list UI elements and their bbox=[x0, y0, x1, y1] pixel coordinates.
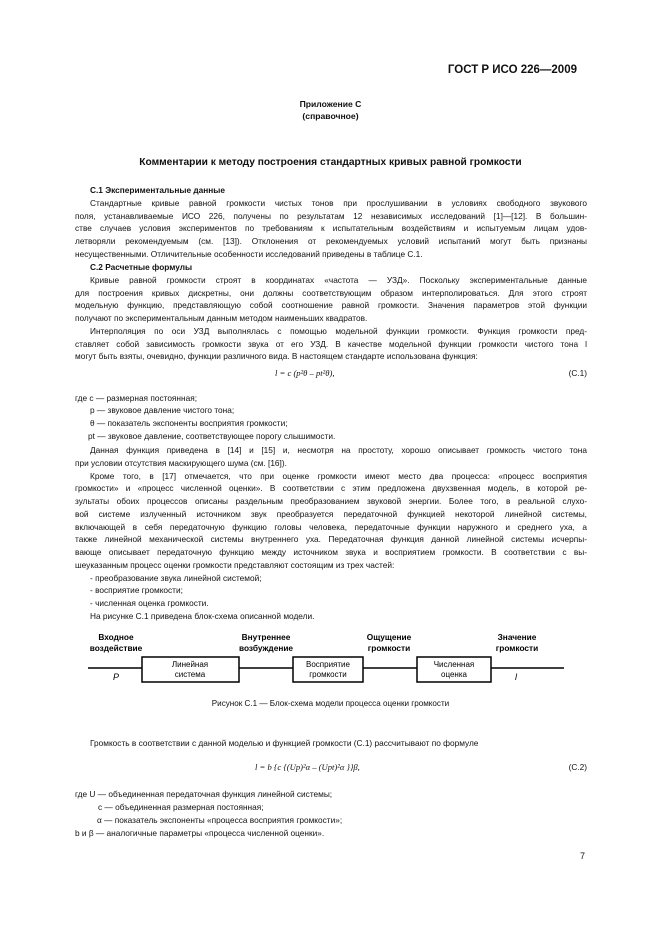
paragraph-5: Громкость в соответствии с данной моделью и функцией громкости (С.1) рассчитывают по формуле bbox=[90, 738, 479, 748]
section2-p4-line: вающе описывает передаточную функцию между источником звука и восприятием громкости. В соответствии с вы- bbox=[75, 547, 587, 557]
definition: b и β — аналогичные параметры «процесса численной оценки». bbox=[75, 828, 325, 838]
formula-c2-number: (C.2) bbox=[568, 762, 587, 772]
diagram-label-value: Значение bbox=[497, 632, 537, 642]
section2-heading: С.2 Расчетные формулы bbox=[90, 262, 193, 272]
section2-p2-line: ставляет собой зависимость громкости звука от его УЗД. В качестве модельной функции громкости чистого тона l bbox=[75, 338, 587, 349]
section1-line: Стандартные кривые равной громкости чистых тонов при прослушивании в условиях свободного звукового bbox=[90, 197, 587, 208]
diagram-label-internal: возбуждение bbox=[238, 643, 294, 653]
list-item: - преобразование звука линейной системой; bbox=[90, 572, 262, 583]
figure-reference: На рисунке С.1 приведена блок-схема описанной модели. bbox=[90, 610, 315, 621]
section2-p3-line: при условии отсутствия маскирующего шума (см. [16]). bbox=[75, 457, 287, 468]
section1-line: несущественными. Отличительные особенности исследований приведены в таблице С.1. bbox=[75, 248, 423, 259]
section2-p4-line: зультаты обоих процессов описаны раздельным преобразованием звуковой энергии. Более того, в реальной слухо- bbox=[75, 496, 587, 506]
list-item: - восприятие громкости; bbox=[90, 585, 183, 596]
section2-p2-line: могут быть взяты, очевидно, функции различного вида. В настоящем стандарте использована функция: bbox=[75, 351, 478, 362]
section2-p1-line: модельную функцию, представляющую собой соотношение равной громкости. Значения параметров этой функции bbox=[75, 300, 587, 311]
box-label: оценка bbox=[441, 670, 467, 679]
section2-p2-line: Интерполяция по оси УЗД выполнялась с помощью модельной функции громкости. Функция громкости пред- bbox=[90, 325, 587, 336]
section2-p4-line: вой системе излученный источником звук преобразуется передаточной функцией некоторой линейной системы, bbox=[75, 508, 587, 519]
formula-c1-number: (C.1) bbox=[568, 368, 587, 378]
box-label: Линейная bbox=[171, 660, 209, 669]
formula-c2: l = b {c {(Up)²α – (Upt)²α }}β, bbox=[255, 762, 360, 772]
page-number: 7 bbox=[579, 851, 585, 861]
box-label: Восприятие bbox=[306, 660, 350, 669]
diagram-label-input: воздействие bbox=[89, 643, 143, 653]
section2-p4-line: также линейной механической системы внутреннего уха. Передаточная функция данной линейной системы исчерпы- bbox=[75, 534, 587, 545]
section1-heading: С.1 Экспериментальные данные bbox=[90, 185, 226, 195]
definition: где U — объединенная передаточная функция линейной системы; bbox=[75, 789, 333, 799]
definition: pt — звуковое давление, соответствующее порогу слышимости. bbox=[88, 431, 336, 441]
definition: α — показатель экспоненты «процесса восприятия громкости»; bbox=[97, 815, 343, 825]
definition: p — звуковое давление чистого тона; bbox=[90, 405, 235, 415]
diagram-label-sensation: громкости bbox=[367, 643, 411, 653]
figure-caption: Рисунок С.1 — Блок-схема модели процесса оценки громкости bbox=[211, 699, 450, 708]
annex-type: (справочное) bbox=[302, 111, 359, 121]
page-title: Комментарии к методу построения стандартных кривых равной громкости bbox=[139, 157, 522, 168]
formula-c1: l = c (p²θ – pt²θ), bbox=[275, 368, 335, 378]
section2-p1-line: получают по экспериментальным данным методом наименьших квадратов. bbox=[75, 313, 368, 323]
standard-header: ГОСТ Р ИСО 226—2009 bbox=[447, 64, 577, 76]
diagram-label-sensation: Ощущение bbox=[366, 632, 412, 642]
section2-p1-line: Кривые равной громкости строят в координатах «частота — УЗД». Поскольку экспериментальные данные bbox=[90, 274, 587, 285]
section2-p3-line: Данная функция приведена в [14] и [15] и, несмотря на простоту, хорошо описывает громкость чистого тона bbox=[90, 445, 587, 455]
section2-p4-line: включающей в себя передаточную функцию головы человека, передаточные функции наружного и среднего уха, а bbox=[75, 521, 587, 532]
section1-line: стве случаев условия экспериментов по требованиям к испытательным воздействиям и испытуемым лицам удов- bbox=[75, 223, 587, 234]
box-label: система bbox=[174, 670, 206, 679]
list-item: - численная оценка громкости. bbox=[90, 598, 209, 608]
definition: где c — размерная постоянная; bbox=[75, 393, 197, 403]
input-symbol: P bbox=[112, 672, 120, 682]
output-symbol: l bbox=[515, 672, 517, 682]
section2-p4-line: громкости» и «процесс численной оценки». В соответствии с этим предложена двухзвенная модель, в которой ре- bbox=[75, 483, 587, 494]
diagram-label-internal: Внутреннее bbox=[241, 632, 291, 642]
diagram-label-value: громкости bbox=[495, 643, 539, 653]
annex-title: Приложение С bbox=[299, 99, 362, 109]
definition: θ — показатель экспоненты восприятия громкости; bbox=[90, 418, 288, 428]
section2-p1-line: для построения кривых дискретны, они должны соответствующим образом интерполироваться. Для этого строят bbox=[75, 287, 587, 298]
section1-line: летворяли рекомендуемым (см. [13]). Отклонения от рекомендуемых условий испытаний могут быть признаны bbox=[75, 236, 587, 246]
section2-p4-line: шеуказанным процесс оценки громкости представляют состоящим из трех частей: bbox=[75, 559, 395, 570]
section1-line: поля, устанавливаемые ИСО 226, получены по результатам 12 независимых исследований [1]—[12]. В большин- bbox=[75, 210, 587, 221]
section2-p4-line: Кроме того, в [17] отмечается, что при оценке громкости имеют место два процесса: «процесс восприятия bbox=[90, 470, 587, 481]
box-label: Численная bbox=[433, 660, 475, 669]
definition: c — объединенная размерная постоянная; bbox=[98, 802, 264, 812]
box-label: громкости bbox=[309, 670, 347, 679]
diagram-label-input: Входное bbox=[98, 632, 134, 642]
